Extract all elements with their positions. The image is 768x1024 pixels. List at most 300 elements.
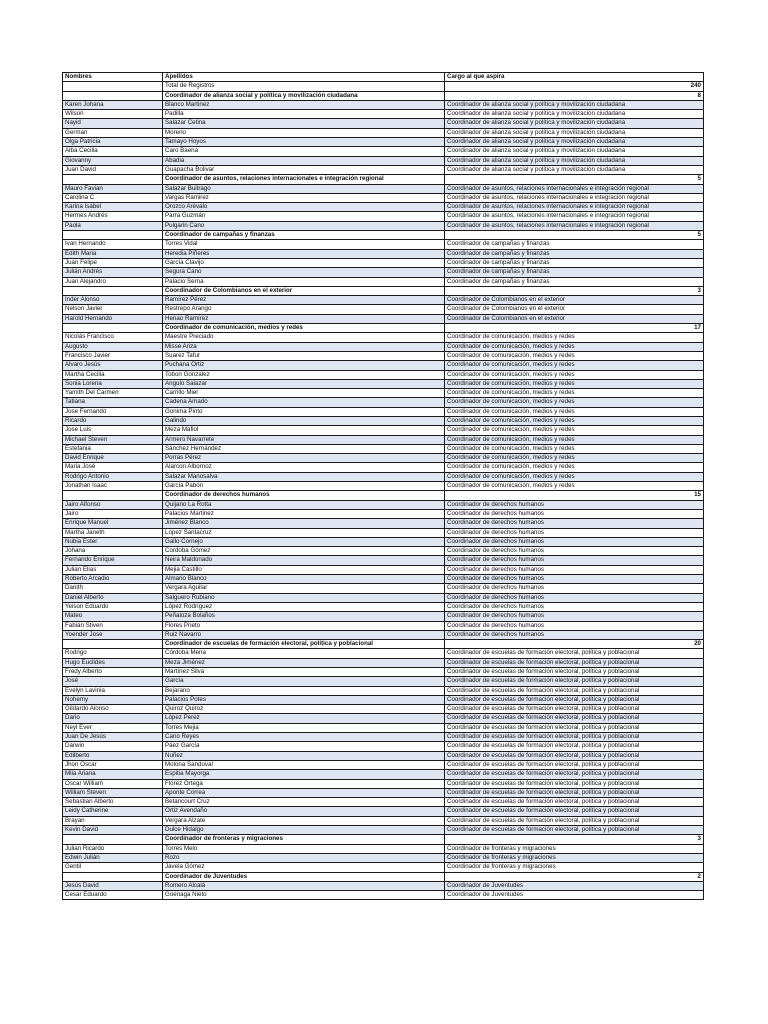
cell-cargo: Coordinador de comunicación, medios y redes xyxy=(445,416,704,425)
table-row xyxy=(63,212,704,221)
section-title: Coordinador de campañas y finanzas xyxy=(163,231,445,240)
cell-apellidos: Tobon Gonzalez xyxy=(163,370,445,379)
table-row xyxy=(63,891,704,900)
cell-nombres: Martha Janeth xyxy=(63,528,163,537)
section-row xyxy=(63,286,704,295)
cell-apellidos: Pulgarin Cano xyxy=(163,221,445,230)
cell-nombres: Inder Alonso xyxy=(63,296,163,305)
table-row xyxy=(63,454,704,463)
table-row xyxy=(63,249,704,258)
cell-cargo: Coordinador de comunicación, medios y redes xyxy=(445,426,704,435)
cell-apellidos: Torres Melo xyxy=(163,844,445,853)
cell-apellidos: Romero Alcalá xyxy=(163,881,445,890)
section-empty xyxy=(63,835,163,844)
cell-cargo: Coordinador de escuelas de formación electoral, política y poblacional xyxy=(445,770,704,779)
cell-cargo: Coordinador de asuntos, relaciones internacionales e integración regional xyxy=(445,193,704,202)
table-row xyxy=(63,751,704,760)
cell-nombres: Fabián Stiven xyxy=(63,621,163,630)
cell-nombres: Estefania xyxy=(63,444,163,453)
cell-nombres: Leidy Catherine xyxy=(63,807,163,816)
cell-cargo: Coordinador de Juventudes xyxy=(445,891,704,900)
table-row xyxy=(63,361,704,370)
cell-cargo: Coordinador de escuelas de formación electoral, política y poblacional xyxy=(445,686,704,695)
registry-table-body xyxy=(63,73,704,900)
cell-apellidos: Almario Blanco xyxy=(163,575,445,584)
cell-apellidos: Caro Baena xyxy=(163,147,445,156)
cell-cargo: Coordinador de comunicación, medios y redes xyxy=(445,463,704,472)
cell-nombres: Maria José xyxy=(63,463,163,472)
cell-nombres: Jairo xyxy=(63,509,163,518)
cell-cargo: Coordinador de derechos humanos xyxy=(445,612,704,621)
cell-cargo: Coordinador de derechos humanos xyxy=(445,630,704,639)
table-row xyxy=(63,658,704,667)
section-count: 2 xyxy=(445,872,704,881)
table-row xyxy=(63,677,704,686)
cell-nombres: Mila Ariana xyxy=(63,770,163,779)
cell-nombres: Sebastian Alberto xyxy=(63,798,163,807)
cell-cargo: Coordinador de escuelas de formación electoral, política y poblacional xyxy=(445,733,704,742)
cell-cargo: Coordinador de comunicación, medios y redes xyxy=(445,407,704,416)
cell-apellidos: Gallo Cornejo xyxy=(163,537,445,546)
cell-apellidos: Cadena Amado xyxy=(163,398,445,407)
cell-cargo: Coordinador de escuelas de formación electoral, política y poblacional xyxy=(445,798,704,807)
table-row xyxy=(63,138,704,147)
table-row xyxy=(63,686,704,695)
cell-nombres: Ivan Hernando xyxy=(63,240,163,249)
cell-apellidos: Palacio Serna xyxy=(163,277,445,286)
cell-apellidos: Dulce Hidalgo xyxy=(163,826,445,835)
cell-nombres: Wilson xyxy=(63,110,163,119)
table-row xyxy=(63,509,704,518)
cell-cargo: Coordinador de escuelas de formación electoral, política y poblacional xyxy=(445,649,704,658)
cell-cargo: Coordinador de derechos humanos xyxy=(445,537,704,546)
cell-apellidos: Vergara Aguilar xyxy=(163,584,445,593)
cell-cargo: Coordinador de comunicación, medios y redes xyxy=(445,379,704,388)
cell-nombres: Cesar Eduardo xyxy=(63,891,163,900)
cell-nombres: Julian Ricardo xyxy=(63,844,163,853)
cell-nombres: Martha Cecilia xyxy=(63,370,163,379)
table-row xyxy=(63,463,704,472)
table-row xyxy=(63,816,704,825)
registry-table xyxy=(62,72,704,900)
table-row xyxy=(63,277,704,286)
cell-apellidos: Salazar Cetina xyxy=(163,119,445,128)
section-title: Coordinador de derechos humanos xyxy=(163,491,445,500)
section-row xyxy=(63,91,704,100)
table-row xyxy=(63,165,704,174)
cell-cargo: Coordinador de derechos humanos xyxy=(445,500,704,509)
cell-apellidos: Quiroz Quiroz xyxy=(163,705,445,714)
cell-apellidos: Torres Mejia xyxy=(163,723,445,732)
table-row xyxy=(63,844,704,853)
section-title: Coordinador de alianza social y política y movilización ciudadana xyxy=(163,91,445,100)
table-row xyxy=(63,351,704,360)
cell-nombres: Julian Elias xyxy=(63,565,163,574)
cell-cargo: Coordinador de comunicación, medios y redes xyxy=(445,361,704,370)
cell-apellidos: Armero Navarrete xyxy=(163,435,445,444)
table-row xyxy=(63,472,704,481)
cell-nombres: Olga Patricia xyxy=(63,138,163,147)
table-row xyxy=(63,193,704,202)
cell-apellidos: Meza Mafiol xyxy=(163,426,445,435)
cell-cargo: Coordinador de derechos humanos xyxy=(445,556,704,565)
cell-apellidos: Neira Maldonado xyxy=(163,556,445,565)
cell-cargo: Coordinador de campañas y finanzas xyxy=(445,249,704,258)
table-row xyxy=(63,389,704,398)
header-nombres: Nombres xyxy=(63,73,163,82)
cell-nombres: Alba Cecilia xyxy=(63,147,163,156)
table-row xyxy=(63,268,704,277)
section-row xyxy=(63,491,704,500)
cell-nombres: Jesús David xyxy=(63,881,163,890)
cell-apellidos: Torres Vidal xyxy=(163,240,445,249)
cell-apellidos: Sánchez Hernández xyxy=(163,444,445,453)
cell-cargo: Coordinador de Juventudes xyxy=(445,881,704,890)
section-count: 3 xyxy=(445,835,704,844)
cell-nombres: Karen Johana xyxy=(63,100,163,109)
cell-nombres: Karina Isabel xyxy=(63,203,163,212)
cell-cargo: Coordinador de comunicación, medios y redes xyxy=(445,472,704,481)
section-count: 8 xyxy=(445,91,704,100)
cell-nombres: Yeison Eduardo xyxy=(63,602,163,611)
cell-apellidos: Ramírez Pérez xyxy=(163,296,445,305)
section-row xyxy=(63,872,704,881)
cell-apellidos: Jiménez Blanco xyxy=(163,519,445,528)
table-row xyxy=(63,100,704,109)
section-count: 5 xyxy=(445,231,704,240)
section-empty xyxy=(63,91,163,100)
cell-apellidos: Salazar Buitrago xyxy=(163,184,445,193)
cell-apellidos: García Pabón xyxy=(163,482,445,491)
cell-nombres: Brayan xyxy=(63,816,163,825)
cell-nombres: David Enrique xyxy=(63,454,163,463)
cell-cargo: Coordinador de alianza social y política y movilización ciudadana xyxy=(445,147,704,156)
cell-cargo: Coordinador de derechos humanos xyxy=(445,593,704,602)
table-row xyxy=(63,779,704,788)
cell-cargo: Coordinador de asuntos, relaciones internacionales e integración regional xyxy=(445,221,704,230)
cell-apellidos: López Rodríguez xyxy=(163,602,445,611)
section-count: 3 xyxy=(445,286,704,295)
cell-cargo: Coordinador de escuelas de formación electoral, política y poblacional xyxy=(445,677,704,686)
cell-cargo: Coordinador de comunicación, medios y redes xyxy=(445,435,704,444)
section-count: 20 xyxy=(445,640,704,649)
cell-apellidos: Nuñez xyxy=(163,751,445,760)
cell-cargo: Coordinador de comunicación, medios y redes xyxy=(445,351,704,360)
cell-cargo: Coordinador de derechos humanos xyxy=(445,519,704,528)
table-row xyxy=(63,612,704,621)
table-row xyxy=(63,547,704,556)
cell-apellidos: Lopez Santacruz xyxy=(163,528,445,537)
cell-apellidos: Gonima Pinto xyxy=(163,407,445,416)
table-row xyxy=(63,110,704,119)
table-row xyxy=(63,147,704,156)
table-row xyxy=(63,630,704,639)
cell-apellidos: Flores Prieto xyxy=(163,621,445,630)
cell-nombres: Sonia Lorena xyxy=(63,379,163,388)
cell-apellidos: Meza Jiménez xyxy=(163,658,445,667)
cell-cargo: Coordinador de escuelas de formación electoral, política y poblacional xyxy=(445,705,704,714)
cell-apellidos: Porras Pérez xyxy=(163,454,445,463)
table-row xyxy=(63,128,704,137)
cell-nombres: Nohemy xyxy=(63,695,163,704)
section-count: 5 xyxy=(445,175,704,184)
cell-nombres: Giovanny xyxy=(63,156,163,165)
cell-nombres: Dario xyxy=(63,714,163,723)
table-row xyxy=(63,500,704,509)
section-title: Coordinador de asuntos, relaciones internacionales e integración regional xyxy=(163,175,445,184)
table-row xyxy=(63,556,704,565)
cell-nombres: Neyl Ever xyxy=(63,723,163,732)
cell-apellidos: Parra Guzmán xyxy=(163,212,445,221)
cell-apellidos: Ruiz Navarro xyxy=(163,630,445,639)
cell-nombres: Juan De Jesús xyxy=(63,733,163,742)
cell-cargo: Coordinador de escuelas de formación electoral, política y poblacional xyxy=(445,658,704,667)
cell-nombres: Juan David xyxy=(63,165,163,174)
cell-apellidos: Puchana Ortiz xyxy=(163,361,445,370)
table-row xyxy=(63,426,704,435)
table-header-row xyxy=(63,73,704,82)
cell-cargo: Coordinador de asuntos, relaciones internacionales e integración regional xyxy=(445,184,704,193)
cell-apellidos: Vargas Ramirez xyxy=(163,193,445,202)
cell-apellidos: Tamayo Hoyos xyxy=(163,138,445,147)
cell-apellidos: Flórez Ortega xyxy=(163,779,445,788)
cell-apellidos: Alarcon Albornoz xyxy=(163,463,445,472)
cell-nombres: Harold Hernando xyxy=(63,314,163,323)
cell-nombres: Fredy Alberto xyxy=(63,668,163,677)
cell-nombres: Darwin xyxy=(63,742,163,751)
cell-cargo: Coordinador de escuelas de formación electoral, política y poblacional xyxy=(445,788,704,797)
cell-cargo: Coordinador de alianza social y política y movilización ciudadana xyxy=(445,119,704,128)
cell-nombres: Julián Andrés xyxy=(63,268,163,277)
section-empty xyxy=(63,324,163,333)
cell-apellidos: Segura Cano xyxy=(163,268,445,277)
cell-cargo: Coordinador de alianza social y política y movilización ciudadana xyxy=(445,138,704,147)
cell-apellidos: Goenaga Nieto xyxy=(163,891,445,900)
cell-cargo: Coordinador de escuelas de formación electoral, política y poblacional xyxy=(445,695,704,704)
table-row xyxy=(63,296,704,305)
cell-cargo: Coordinador de Colombianos en el exterior xyxy=(445,296,704,305)
cell-nombres: Evelyn Lavinia xyxy=(63,686,163,695)
cell-nombres: Jose Fernando xyxy=(63,407,163,416)
cell-nombres: Jairo Alfonso xyxy=(63,500,163,509)
section-row xyxy=(63,231,704,240)
cell-apellidos: Henao Ramírez xyxy=(163,314,445,323)
cell-cargo: Coordinador de alianza social y política y movilización ciudadana xyxy=(445,128,704,137)
cell-nombres: Johana xyxy=(63,547,163,556)
cell-nombres: Enrique Manuel xyxy=(63,519,163,528)
table-row xyxy=(63,333,704,342)
cell-cargo: Coordinador de escuelas de formación electoral, política y poblacional xyxy=(445,760,704,769)
section-count: 17 xyxy=(445,324,704,333)
cell-apellidos: Páez García xyxy=(163,742,445,751)
table-row xyxy=(63,519,704,528)
cell-nombres: Daniel Alberto xyxy=(63,593,163,602)
cell-nombres: Rodrigo xyxy=(63,649,163,658)
cell-nombres: Jose Luis xyxy=(63,426,163,435)
cell-nombres: Nelson Javier xyxy=(63,305,163,314)
table-row xyxy=(63,788,704,797)
cell-apellidos: Rozo xyxy=(163,853,445,862)
cell-apellidos: Restrepo Arango xyxy=(163,305,445,314)
cell-nombres: Tatiana xyxy=(63,398,163,407)
cell-apellidos: Padilla xyxy=(163,110,445,119)
cell-cargo: Coordinador de escuelas de formación electoral, política y poblacional xyxy=(445,714,704,723)
cell-apellidos: Abadia xyxy=(163,156,445,165)
table-row xyxy=(63,537,704,546)
cell-nombres: Yamith Del Carmen xyxy=(63,389,163,398)
cell-cargo: Coordinador de comunicación, medios y redes xyxy=(445,370,704,379)
cell-apellidos: Carrillo Mier xyxy=(163,389,445,398)
table-row xyxy=(63,221,704,230)
table-row xyxy=(63,807,704,816)
section-title: Coordinador de Juventudes xyxy=(163,872,445,881)
cell-apellidos: Moreno xyxy=(163,128,445,137)
cell-nombres: Jhon Oscar xyxy=(63,760,163,769)
header-apellidos: Apellidos xyxy=(163,73,445,82)
cell-apellidos: Salguero Rubiano xyxy=(163,593,445,602)
cell-cargo: Coordinador de comunicación, medios y redes xyxy=(445,454,704,463)
cell-cargo: Coordinador de fronteras y migraciones xyxy=(445,853,704,862)
cell-apellidos: Misse Ariza xyxy=(163,342,445,351)
cell-nombres: Nicolás Francisco xyxy=(63,333,163,342)
cell-nombres: Fernando Enrique xyxy=(63,556,163,565)
cell-nombres: Alvaro Jesús xyxy=(63,361,163,370)
cell-apellidos: Mejia Castillo xyxy=(163,565,445,574)
cell-apellidos: Javela Gómez xyxy=(163,863,445,872)
cell-apellidos: García xyxy=(163,677,445,686)
table-row xyxy=(63,798,704,807)
table-row xyxy=(63,407,704,416)
section-empty xyxy=(63,286,163,295)
cell-nombres: Francisco Javier xyxy=(63,351,163,360)
cell-cargo: Coordinador de derechos humanos xyxy=(445,621,704,630)
cell-nombres: Nubia Ester xyxy=(63,537,163,546)
table-row xyxy=(63,435,704,444)
cell-nombres: Roberto Arcadio xyxy=(63,575,163,584)
cell-apellidos: Maestre Preciado xyxy=(163,333,445,342)
cell-cargo: Coordinador de derechos humanos xyxy=(445,547,704,556)
cell-cargo: Coordinador de derechos humanos xyxy=(445,509,704,518)
section-empty xyxy=(63,231,163,240)
table-row xyxy=(63,156,704,165)
table-row xyxy=(63,705,704,714)
cell-apellidos: Córdoba Mena xyxy=(163,649,445,658)
cell-nombres: Edwin Julián xyxy=(63,853,163,862)
cell-nombres: Hermes Andrés xyxy=(63,212,163,221)
cell-apellidos: Peñaloza Bolaños xyxy=(163,612,445,621)
section-row xyxy=(63,640,704,649)
table-row xyxy=(63,695,704,704)
table-row xyxy=(63,881,704,890)
section-title: Coordinador de Colombianos en el exterior xyxy=(163,286,445,295)
cell-apellidos: Orozco Arévalo xyxy=(163,203,445,212)
cell-cargo: Coordinador de comunicación, medios y redes xyxy=(445,389,704,398)
cell-apellidos: Betancourt Cruz xyxy=(163,798,445,807)
cell-cargo: Coordinador de comunicación, medios y redes xyxy=(445,444,704,453)
table-row xyxy=(63,760,704,769)
table-row xyxy=(63,668,704,677)
cell-nombres: Oscar William xyxy=(63,779,163,788)
cell-apellidos: Heredia Piñeres xyxy=(163,249,445,258)
cell-nombres: José xyxy=(63,677,163,686)
cell-cargo: Coordinador de alianza social y política y movilización ciudadana xyxy=(445,100,704,109)
section-empty xyxy=(63,175,163,184)
table-row xyxy=(63,621,704,630)
cell-nombres: Edith Maria xyxy=(63,249,163,258)
cell-apellidos: Blanco Martinez xyxy=(163,100,445,109)
cell-cargo: Coordinador de fronteras y migraciones xyxy=(445,844,704,853)
cell-cargo: Coordinador de Colombianos en el exterior xyxy=(445,314,704,323)
cell-nombres: Nayid xyxy=(63,119,163,128)
cell-cargo: Coordinador de escuelas de formación electoral, política y poblacional xyxy=(445,742,704,751)
cell-apellidos: Suarez Tafur xyxy=(163,351,445,360)
cell-nombres: Kevin David xyxy=(63,826,163,835)
section-empty xyxy=(63,872,163,881)
cell-nombres: Michael Steven xyxy=(63,435,163,444)
cell-nombres: Mauro Favian xyxy=(63,184,163,193)
cell-apellidos: Espitia Mayorga xyxy=(163,770,445,779)
table-row xyxy=(63,305,704,314)
total-label: Total de Registros xyxy=(163,82,445,91)
cell-cargo: Coordinador de comunicación, medios y redes xyxy=(445,342,704,351)
table-row xyxy=(63,584,704,593)
cell-apellidos: Martínez Silva xyxy=(163,668,445,677)
cell-nombres: Gentil xyxy=(63,863,163,872)
cell-cargo: Coordinador de campañas y finanzas xyxy=(445,258,704,267)
cell-apellidos: Vergara Alzate xyxy=(163,816,445,825)
cell-cargo: Coordinador de derechos humanos xyxy=(445,565,704,574)
cell-cargo: Coordinador de derechos humanos xyxy=(445,584,704,593)
cell-nombres: Rodrigo Antonio xyxy=(63,472,163,481)
table-row xyxy=(63,370,704,379)
table-row xyxy=(63,593,704,602)
cell-apellidos: Quijano La Rotta xyxy=(163,500,445,509)
cell-apellidos: Galindo xyxy=(163,416,445,425)
cell-cargo: Coordinador de escuelas de formación electoral, política y poblacional xyxy=(445,668,704,677)
cell-cargo: Coordinador de campañas y finanzas xyxy=(445,277,704,286)
cell-cargo: Coordinador de comunicación, medios y redes xyxy=(445,482,704,491)
table-row xyxy=(63,203,704,212)
cell-cargo: Coordinador de asuntos, relaciones internacionales e integración regional xyxy=(445,203,704,212)
table-row xyxy=(63,770,704,779)
cell-apellidos: Salazar Manosalva xyxy=(163,472,445,481)
cell-apellidos: Ortiz Avendaño xyxy=(163,807,445,816)
table-row xyxy=(63,119,704,128)
cell-nombres: Danith xyxy=(63,584,163,593)
table-row xyxy=(63,314,704,323)
cell-cargo: Coordinador de escuelas de formación electoral, política y poblacional xyxy=(445,779,704,788)
cell-apellidos: López Perez xyxy=(163,714,445,723)
cell-cargo: Coordinador de escuelas de formación electoral, política y poblacional xyxy=(445,816,704,825)
table-row xyxy=(63,575,704,584)
cell-cargo: Coordinador de asuntos, relaciones internacionales e integración regional xyxy=(445,212,704,221)
cell-nombres: Jonathan Isaac xyxy=(63,482,163,491)
cell-cargo: Coordinador de fronteras y migraciones xyxy=(445,863,704,872)
cell-apellidos: Angulo Salazar xyxy=(163,379,445,388)
cell-cargo: Coordinador de derechos humanos xyxy=(445,602,704,611)
cell-cargo: Coordinador de derechos humanos xyxy=(445,528,704,537)
table-row xyxy=(63,240,704,249)
total-count: 240 xyxy=(445,82,704,91)
cell-cargo: Coordinador de Colombianos en el exterior xyxy=(445,305,704,314)
table-row xyxy=(63,863,704,872)
table-row xyxy=(63,482,704,491)
total-empty xyxy=(63,82,163,91)
cell-nombres: Augusto xyxy=(63,342,163,351)
section-title: Coordinador de comunicación, medios y redes xyxy=(163,324,445,333)
header-cargo: Cargo al que aspira xyxy=(445,73,704,82)
table-row xyxy=(63,258,704,267)
